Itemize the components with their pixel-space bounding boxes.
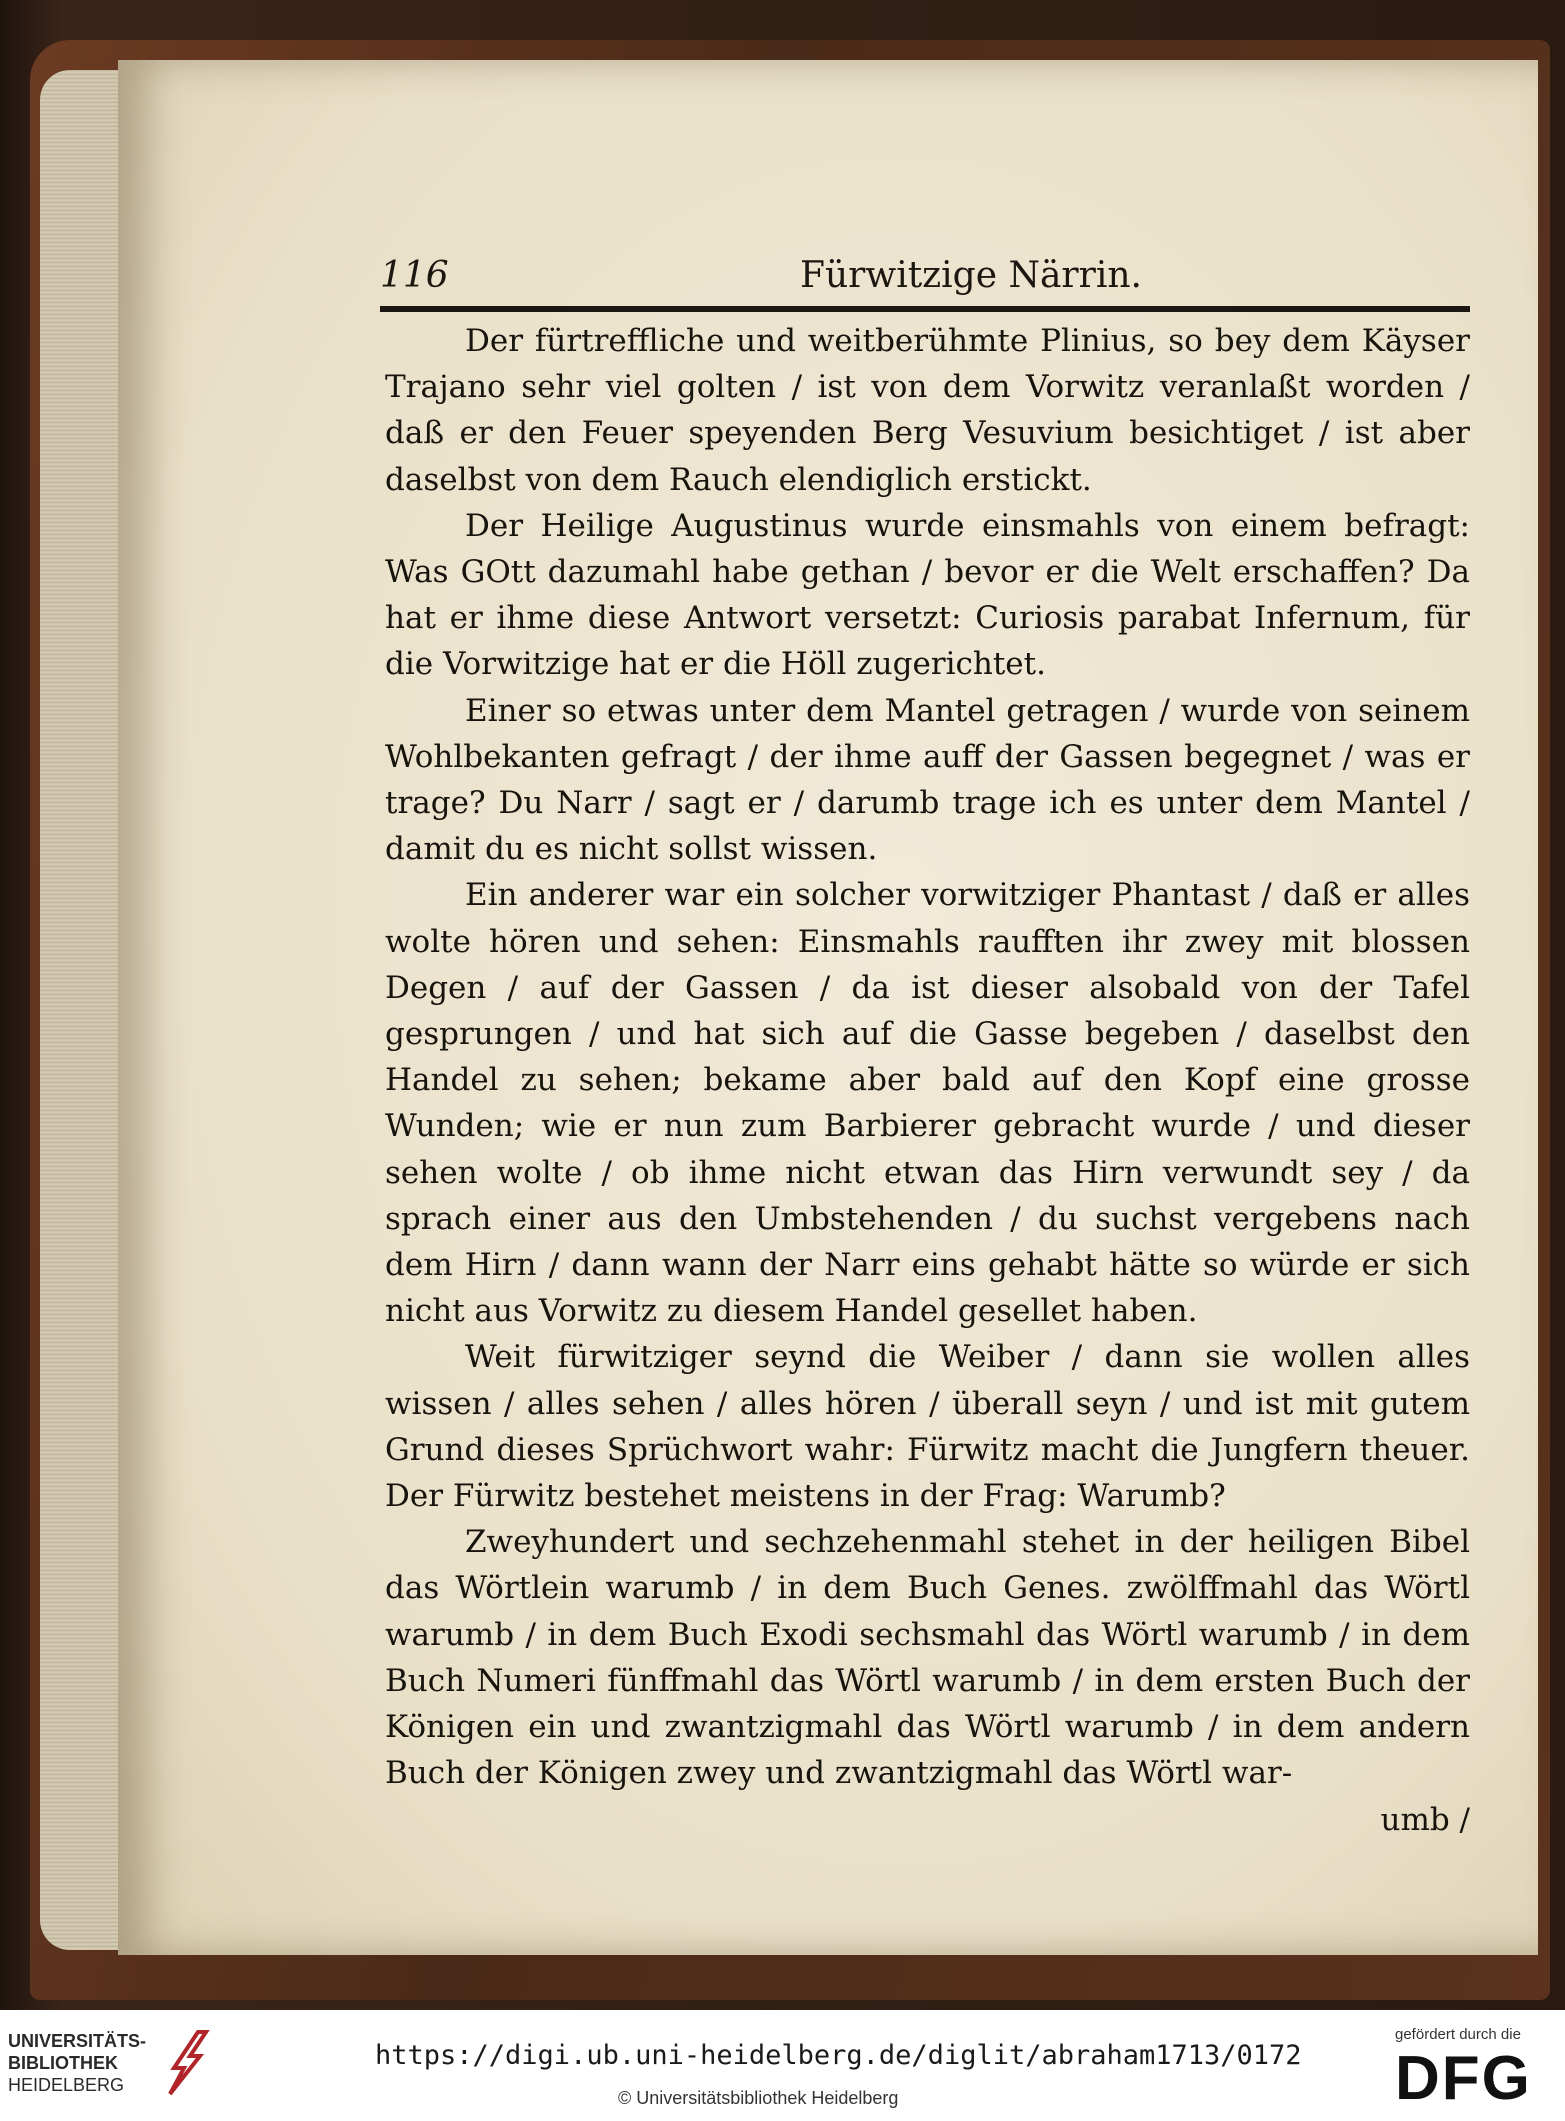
header-rule (380, 306, 1470, 312)
catchword: umb / (1380, 1801, 1470, 1838)
permalink-url[interactable]: https://digi.ub.uni-heidelberg.de/diglit/abraham1713/0172 (375, 2040, 1302, 2071)
paragraph: Ein anderer war ein solcher vorwitziger Phantast / daß er alles wolte hören und sehen: Einsmahls raufften ihr zwey mit blossen Degen / auf der Gassen / da ist dieser alsobald von der Tafel gesprungen / und hat sich auf die Gasse begeben / daselbst den Handel zu sehen; bekame aber bald auf den Kopf eine grosse Wunden; wie er nun zum Barbierer gebracht wurde / und dieser sehen wolte / ob ihme nicht etwan das Hirn verwundt sey / da sprach einer aus den Umbstehenden / du suchst vergebens nach dem Hirn / dann wann der Narr eins gehabt hätte so würde er sich nicht aus Vorwitz zu diesem Handel gesellet haben. (385, 877, 1470, 1330)
dfg-logo[interactable]: DFG (1395, 2044, 1532, 2113)
library-logo-icon[interactable] (160, 2028, 220, 2098)
viewer-footer (0, 2010, 1565, 2121)
paragraph: Weit fürwitziger seynd die Weiber / dann sie wollen alles wissen / alles sehen / alles hören / überall seyn / und ist mit gutem Grund dieses Sprüchwort wahr: Fürwitz macht die Jungfern theuer. Der Fürwitz bestehet meistens in der Frag: Warumb? (385, 1339, 1470, 1515)
paragraph: Der fürtreffliche und weitberühmte Plinius, so bey dem Käyser Trajano sehr viel golten / ist von dem Vorwitz veranlaßt worden / daß er den Feuer speyenden Berg Vesuvium besichtiget / ist aber daselbst von dem Rauch elendiglich erstickt. (385, 323, 1470, 498)
paragraph: Einer so etwas unter dem Mantel getragen / wurde von seinem Wohlbekanten gefragt / der ihme auff der Gassen begegnet / was er trage? Du Narr / sagt er / darumb trage ich es unter dem Mantel / damit du es nicht sollst wissen. (385, 692, 1470, 868)
library-logo-text[interactable]: UNIVERSITÄTS- BIBLIOTHEK HEIDELBERG (8, 2031, 147, 2095)
running-title: Fürwitzige Närrin. (800, 255, 1142, 296)
body-text (385, 318, 1470, 1843)
page-number: 116 (380, 255, 449, 296)
copyright-notice: © Universitätsbibliothek Heidelberg (618, 2088, 899, 2108)
paragraph: Der Heilige Augustinus wurde einsmahls von einem befragt: Was GOtt dazumahl habe gethan / bevor er die Welt erschaffen? Da hat er ihme diese Antwort versetzt: Curiosis parabat Infernum, für die Vorwitzige hat er die Höll zugerichtet. (385, 507, 1470, 683)
funding-label: gefördert durch die (1395, 2026, 1521, 2043)
paragraph: Zweyhundert und sechzehenmahl stehet in der heiligen Bibel das Wörtlein warumb / in dem Buch Genes. zwölffmahl das Wörtl warumb / in dem Buch Exodi sechsmahl das Wörtl warumb / in dem Buch Numeri fünffmahl das Wörtl warumb / in dem ersten Buch der Königen ein und zwantzigmahl das Wörtl warumb / in dem andern Buch der Königen zwey und zwantzigmahl das Wörtl war- (385, 1524, 1470, 1792)
